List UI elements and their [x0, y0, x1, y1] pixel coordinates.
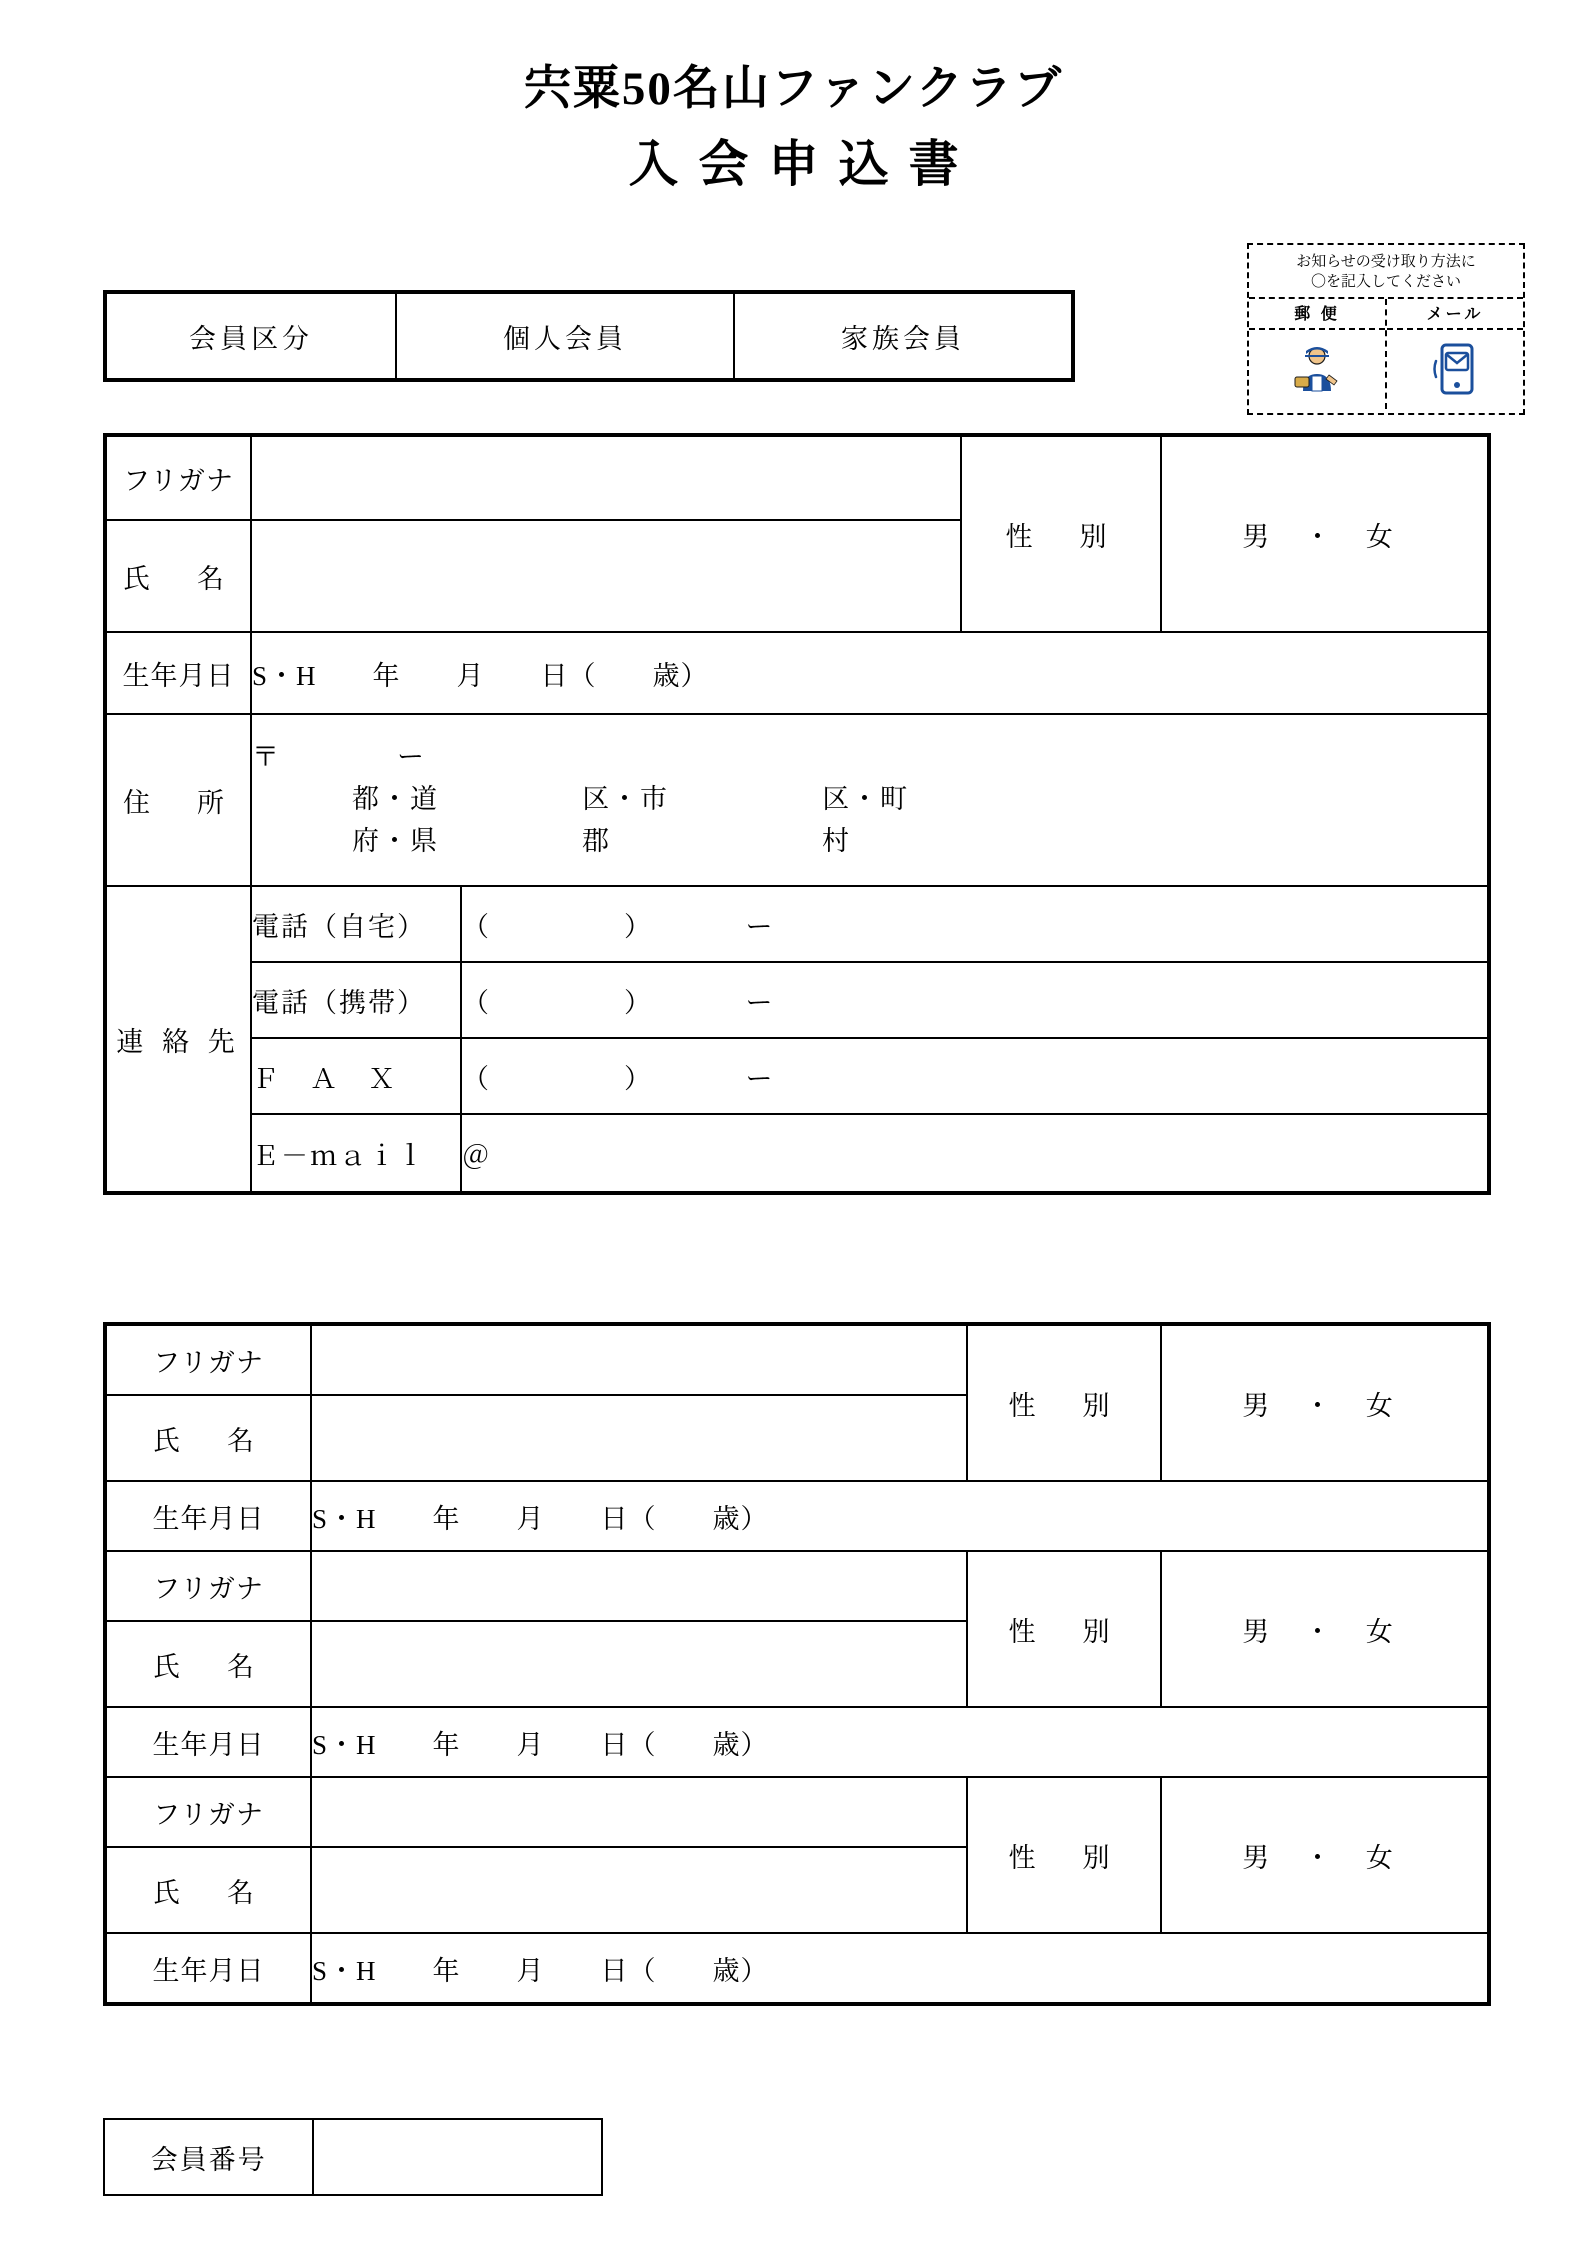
family-2-furigana-label: フリガナ: [105, 1551, 311, 1621]
member-class-table: [103, 290, 1075, 382]
family-2-name-input[interactable]: [311, 1621, 967, 1707]
family-1-dob-input[interactable]: S・H 年 月 日（ 歳）: [311, 1481, 1489, 1551]
notification-method-notice: [1247, 243, 1525, 415]
member-class-label: 会員区分: [105, 292, 396, 380]
family-3-name-input[interactable]: [311, 1847, 967, 1933]
family-1-gender-label: 性 別: [967, 1324, 1161, 1481]
family-3-name-label: 氏 名: [105, 1847, 311, 1933]
applicant-address-row-1: [252, 779, 1487, 821]
applicant-dob-input[interactable]: S・H 年 月 日（ 歳）: [251, 632, 1489, 714]
family-2-dob-input[interactable]: S・H 年 月 日（ 歳）: [311, 1707, 1489, 1777]
family-3-furigana-label: フリガナ: [105, 1777, 311, 1847]
family-2-name-label: 氏 名: [105, 1621, 311, 1707]
table-row: [104, 2119, 602, 2195]
table-row: [105, 1777, 1489, 1847]
applicant-gender-value[interactable]: 男 ・ 女: [1161, 435, 1489, 632]
family-2-gender-value[interactable]: 男 ・ 女: [1161, 1551, 1489, 1707]
table-row: [105, 886, 1489, 962]
table-row: [105, 1038, 1489, 1114]
address-village-2: 村: [822, 825, 851, 856]
applicant-address-input[interactable]: [251, 714, 1489, 886]
applicant-furigana-label: フリガナ: [105, 435, 251, 520]
family-1-furigana-label: フリガナ: [105, 1324, 311, 1395]
contact-email-input[interactable]: ＠: [461, 1114, 1489, 1193]
page-title: [0, 0, 1587, 202]
applicant-furigana-input[interactable]: [251, 435, 961, 520]
table-row: [105, 1324, 1489, 1395]
table-row: [105, 1551, 1489, 1621]
table-row: [105, 962, 1489, 1038]
applicant-table: [103, 433, 1487, 1195]
address-prefecture-1: 都・道: [352, 784, 439, 815]
title-line-2: 入会申込書: [628, 135, 979, 192]
family-1-gender-value[interactable]: 男 ・ 女: [1161, 1324, 1489, 1481]
notice-instruction: [1249, 245, 1523, 297]
table-row: [105, 632, 1489, 714]
applicant-name-label: 氏 名: [105, 520, 251, 632]
family-2-furigana-input[interactable]: [311, 1551, 967, 1621]
table-row: [105, 714, 1489, 886]
applicant-postal-code[interactable]: 〒 ー: [252, 742, 426, 773]
contact-email-label: Ｅ－ｍａｉｌ: [251, 1114, 461, 1193]
family-1-dob-label: 生年月日: [105, 1481, 311, 1551]
table-row: [105, 435, 1489, 520]
table-row: [105, 1707, 1489, 1777]
notice-option-mail-label: 郵 便: [1294, 305, 1340, 323]
address-prefecture-2: 府・県: [352, 825, 439, 856]
family-1-name-label: 氏 名: [105, 1395, 311, 1481]
contact-home-phone-input[interactable]: （ ） ー: [461, 886, 1489, 962]
table-row: [105, 1481, 1489, 1551]
applicant-address-label: 住 所: [105, 714, 251, 886]
address-city-1: 区・市: [582, 784, 669, 815]
notice-option-mail[interactable]: [1249, 299, 1385, 409]
family-3-furigana-input[interactable]: [311, 1777, 967, 1847]
family-2-gender-label: 性 別: [967, 1551, 1161, 1707]
table-row: [105, 1114, 1489, 1193]
contact-home-phone-label: 電話（自宅）: [251, 886, 461, 962]
postman-icon: [1289, 330, 1345, 409]
notice-option-email[interactable]: [1385, 299, 1523, 409]
notice-option-email-label: メール: [1426, 305, 1484, 323]
notice-instruction-line-1: お知らせの受け取り方法に: [1296, 253, 1476, 270]
table-row: [105, 1933, 1489, 2004]
applicant-address-row-2: [252, 821, 1487, 863]
contact-mobile-phone-label: 電話（携帯）: [251, 962, 461, 1038]
contact-mobile-phone-input[interactable]: （ ） ー: [461, 962, 1489, 1038]
member-class-option-family[interactable]: 家族会員: [734, 292, 1073, 380]
member-class-option-individual[interactable]: 個人会員: [396, 292, 734, 380]
smartphone-mail-icon: [1430, 330, 1480, 409]
member-number-input[interactable]: [313, 2119, 602, 2195]
family-members-table: [103, 1322, 1487, 2006]
title-line-1: 宍粟50名山ファンクラブ: [523, 63, 1064, 115]
address-town-1: 区・町: [822, 784, 909, 815]
family-1-name-input[interactable]: [311, 1395, 967, 1481]
table-row: [105, 292, 1073, 380]
family-3-gender-value[interactable]: 男 ・ 女: [1161, 1777, 1489, 1933]
notice-instruction-line-2: 〇を記入してください: [1310, 273, 1461, 291]
contact-fax-input[interactable]: （ ） ー: [461, 1038, 1489, 1114]
contact-fax-label: Ｆ Ａ Ｘ: [251, 1038, 461, 1114]
applicant-gender-label: 性 別: [961, 435, 1161, 632]
applicant-name-input[interactable]: [251, 520, 961, 632]
family-1-furigana-input[interactable]: [311, 1324, 967, 1395]
applicant-contact-label: 連 絡 先: [105, 886, 251, 1193]
applicant-dob-label: 生年月日: [105, 632, 251, 714]
family-3-dob-label: 生年月日: [105, 1933, 311, 2004]
address-county-2: 郡: [582, 825, 611, 856]
family-2-dob-label: 生年月日: [105, 1707, 311, 1777]
family-3-dob-input[interactable]: S・H 年 月 日（ 歳）: [311, 1933, 1489, 2004]
member-number-label: 会員番号: [104, 2119, 313, 2195]
member-number-table: [103, 2118, 603, 2196]
family-3-gender-label: 性 別: [967, 1777, 1161, 1933]
